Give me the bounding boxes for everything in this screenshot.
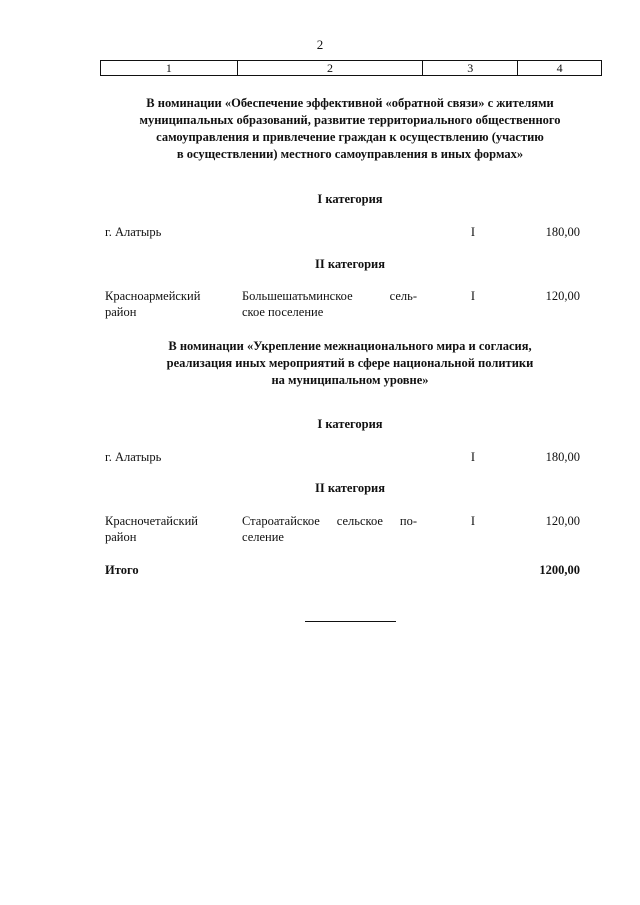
column-number-header [100, 60, 602, 76]
category-heading: II категория [314, 481, 385, 495]
page-number: 2 [316, 37, 324, 52]
category-heading: I категория [317, 417, 383, 431]
place-cell: I [470, 225, 476, 239]
district-line: район [105, 530, 137, 544]
amount-cell: 120,00 [545, 514, 580, 528]
district-line: Красночетайский [105, 514, 198, 528]
district-cell [105, 288, 235, 320]
nomination-line: В номинации «Укрепление межнационального мира и согласия, [168, 339, 532, 353]
district-cell [105, 449, 235, 465]
column-number-3: 3 [423, 61, 518, 76]
column-number-2: 2 [237, 61, 423, 76]
nomination-line: В номинации «Обеспечение эффективной «обратной связи» с жителями [146, 96, 554, 110]
end-of-document-line [305, 621, 396, 622]
nomination-line: в осуществлении) местного самоуправления в иных формах» [176, 147, 524, 161]
district-cell [105, 224, 235, 240]
district-line: г. Алатырь [105, 225, 162, 239]
amount-cell: 120,00 [545, 289, 580, 303]
nomination-heading-2 [100, 338, 600, 389]
amount-cell: 180,00 [545, 450, 580, 464]
settlement-cell [242, 513, 417, 545]
total-label: Итого [105, 563, 139, 577]
settlement-cell [242, 288, 417, 320]
nomination-line: на муниципальном уровне» [271, 373, 429, 387]
column-number-1: 1 [101, 61, 238, 76]
category-heading: I категория [317, 192, 383, 206]
amount-cell: 180,00 [545, 225, 580, 239]
place-cell: I [470, 450, 476, 464]
nomination-line: самоуправления и привлечение граждан к осуществлению (участию [156, 130, 544, 144]
category-heading: II категория [314, 257, 385, 271]
place-cell: I [470, 514, 476, 528]
nomination-line: муниципальных образований, развитие территориального общественного [139, 113, 561, 127]
place-cell: I [470, 289, 476, 303]
nomination-line: реализация иных мероприятий в сфере национальной политики [166, 356, 534, 370]
settlement-line: Староатайское сельское по- [242, 514, 417, 528]
district-line: район [105, 305, 137, 319]
district-line: Красноармейский [105, 289, 201, 303]
settlement-line: ское поселение [242, 305, 324, 319]
column-number-4: 4 [518, 61, 602, 76]
nomination-heading-1 [100, 95, 600, 163]
district-line: г. Алатырь [105, 450, 162, 464]
settlement-line: Большешатьминское сель- [242, 289, 417, 303]
settlement-line: селение [242, 530, 284, 544]
total-value: 1200,00 [539, 563, 580, 577]
district-cell [105, 513, 235, 545]
